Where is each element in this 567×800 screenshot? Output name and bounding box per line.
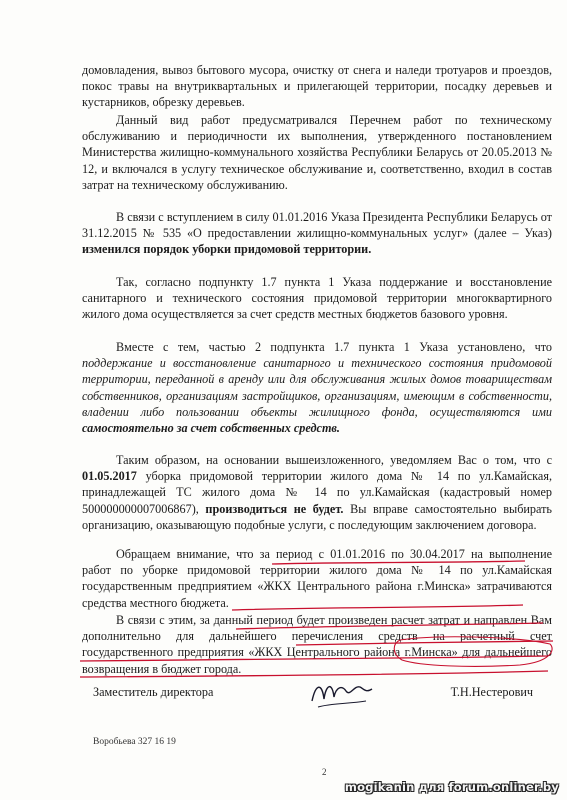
paragraph-0: домовладения, вывоз бытового мусора, очистку от снега и наледи тротуаров и проездов, покос травы на внутриквартальных и прилегающей территории, посадку деревьев и кустарников, обрезку деревьев. — [82, 63, 552, 110]
paragraph-4-text: Вместе с тем, частью 2 подпункта 1.7 пункта 1 Указа установлено, что — [116, 340, 552, 354]
paragraph-regulation — [82, 112, 552, 193]
handwritten-signature — [308, 677, 378, 713]
paragraph-attention — [82, 546, 552, 611]
paragraph-4 — [82, 339, 552, 436]
paragraph-part2 — [82, 339, 552, 436]
paragraph-5-bold: производиться не будет. — [205, 501, 344, 516]
paragraph-4-bold-italic: самостоятельно за счет собственных средств. — [82, 421, 340, 436]
signature-block — [93, 683, 533, 719]
executor-note: Воробьева 327 16 19 — [93, 737, 176, 747]
paragraph-6: Обращаем внимание, что за период с 01.01.2016 по 30.04.2017 на выполнение работ по уборке придомовой территории жилого дома № 14 по ул.Камайская государственным предприятием «ЖКХ Центрального района г.Минска» затрачиваются средства местного бюджета. — [82, 547, 552, 610]
paragraph-1: Данный вид работ предусматривался Перечнем работ по техническому обслуживанию и периодичности их выполнения, утвержденного постановлением Министерства жилищно-коммунального хозяйства Республики Беларусь от 20.05.2013 № 12, и включался в услугу техническое обслуживание и, соответственно, входил в состав затрат на техническому обслуживанию. — [82, 113, 552, 192]
paragraph-5-text-c: Вы вправе самостоятельно выбирать организацию, оказывающую подобные услуги, с последующим заключением договора. — [82, 501, 552, 532]
paragraph-2 — [82, 209, 552, 258]
signatory-title: Заместитель директора — [93, 685, 214, 699]
paragraph-7: В связи с этим, за данный период будет произведен расчет затрат и направлен Вам дополнительно для дальнейшего перечисления средств на расчетный счет государственного предприятия «ЖКХ Центрального района г.Минска» для дальнейшего возвращения в бюджет города. — [82, 613, 552, 676]
paragraph-3: Так, согласно подпункту 1.7 пункта 1 Указа поддержание и восстановление санитарного и технического состояния придомовой территории многоквартирного жилого дома осуществляется за счет средств местных бюджетов базового уровня. — [82, 275, 552, 322]
paragraph-notice — [82, 452, 552, 533]
paragraph-5-date: 01.05.2017 — [82, 469, 137, 484]
paragraph-2-bold: изменился порядок уборки придомовой территории. — [82, 242, 372, 257]
paragraph-4-italic: поддержание и восстановление санитарного и технического состояния придомовой территории, переданной в аренду или для обслуживания жилых домов товариществам собственников, организациям застройщиков, организациям, имеющим в собственности, владении либо пользовании объекты жилищного фонда, осуществляются ими — [82, 356, 552, 419]
paragraph-5-text-a: Таким образом, на основании вышеизложенного, уведомляем Вас о том, что с — [116, 453, 552, 467]
page-number: 2 — [322, 767, 327, 777]
paragraph-5-text-b: уборка придомовой территории жилого дома № 14 по ул.Камайская, принадлежащей ТС жилого дома № 14 по ул.Камайская (кадастровый номер 500000000007006867), — [82, 469, 552, 516]
paragraph-continuation — [82, 62, 552, 111]
paragraph-5 — [82, 452, 552, 533]
paragraph-decree — [82, 209, 552, 258]
signatory-name: Т.Н.Нестерович — [450, 685, 533, 699]
paragraph-subclause — [82, 274, 552, 323]
forum-watermark: mogikanin для forum.onliner.by — [344, 780, 559, 794]
paragraph-2-text: В связи с вступлением в силу 01.01.2016 Указа Президента Республики Беларусь от 31.12.2015 № 535 «О предоставлении жилищно-коммунальных услуг» (далее – Указ) — [82, 210, 552, 241]
paragraph-calculation — [82, 612, 552, 677]
